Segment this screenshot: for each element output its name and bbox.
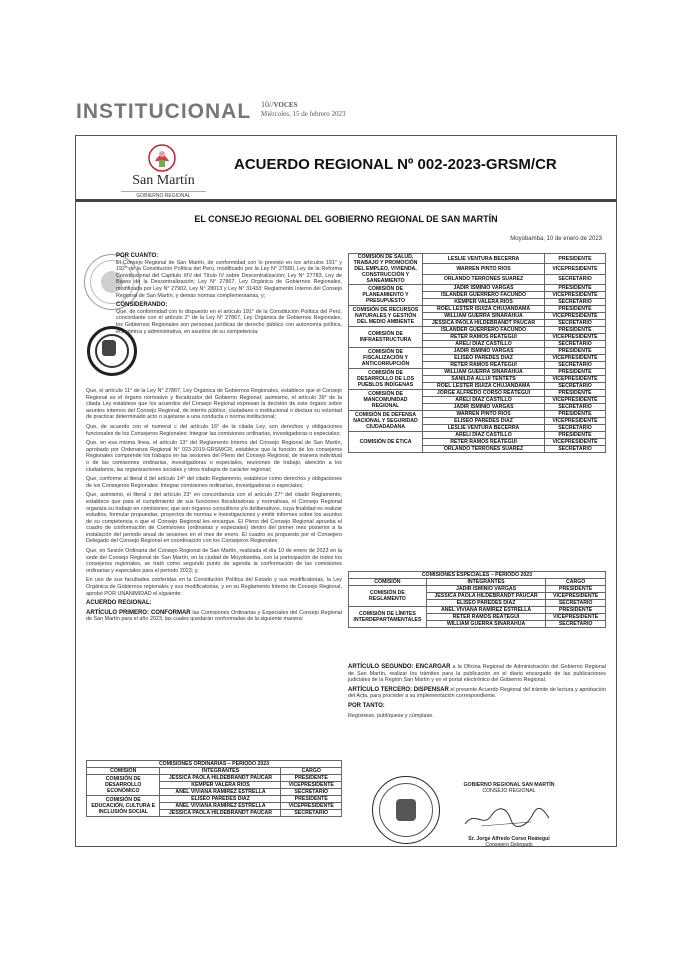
masthead (74, 96, 614, 126)
member-name: ORLANDO TERRONES SUAREZ (423, 446, 545, 453)
member-name: JESSICA PAOLA HILDEBRANDT PAUCAR (423, 320, 545, 327)
member-role: SECRETARIO (545, 446, 606, 453)
commission-name: COMISIÓN DE ÉTICA (349, 432, 423, 453)
commission-name: COMISIÓN DE REGLAMENTO (349, 586, 427, 607)
member-role: SECRETARIO (546, 600, 606, 607)
member-role: PRESIDENTE (545, 411, 606, 418)
member-name: ELISEO PAREDES DIAZ (423, 355, 545, 362)
document-header (76, 136, 616, 202)
paragraph: Que, en Sesión Ordinaria del Consejo Regional de San Martín, realizada el día 10 de enero de 2023 en la sede del Consejo Regional de San Martín, en la ciudad de Moyobamba, con la participación de todos los consejeros regionales, se trató como segundo punto de agenda la conformación de las comisiones ordinarias y especiales para el periodo 2023; y, (86, 548, 342, 574)
member-role: VICEPRESIDENTE (545, 313, 606, 320)
commission-name: COMISIÓN DE PLANEAMIENTO Y PRESUPUESTO (349, 285, 423, 306)
member-name: RETER RAMOS REÁTEGUI (423, 334, 545, 341)
column-header: INTEGRANTES (426, 579, 545, 586)
paragraph: En uso de sus facultades conferidas en la Constitución Política del Estado y sus modificatorias, la Ley Orgánica de Gobiernos regionales y sus modificatorias, y en su Reglamento Interno de Consejo Regional, aprobó POR UNANIMIDAD el siguiente: (86, 577, 342, 597)
member-name: JADIR ISMINIO VARGAS (423, 404, 545, 411)
member-name: JORGE ALFREDO CORSO REÁTEGUI (423, 390, 545, 397)
member-role: VICEPRESIDENTE (545, 397, 606, 404)
closing-articles (348, 664, 606, 722)
section-title: INSTITUCIONAL (76, 100, 252, 123)
commission-name: COMISIÓN DE DESARROLLO ECONÓMICO (87, 775, 160, 796)
table-row (349, 285, 606, 292)
member-role: PRESIDENTE (545, 390, 606, 397)
commission-name: COMISIÓN DE SALUD, TRABAJO Y PROMOCIÓN DEL EMPLEO, VIVIENDA, CONSTRUCCIÓN Y SANEAMIENTO (349, 254, 423, 285)
member-role: PRESIDENTE (281, 796, 342, 803)
publication-name: VOCES (273, 101, 298, 109)
member-role: PRESIDENTE (546, 586, 606, 593)
member-role: VICEPRESIDENTE (545, 439, 606, 446)
table-row (349, 390, 606, 397)
emblem-icon (147, 143, 177, 173)
commission-name: COMISIÓN DE LÍMITES INTERDEPARTAMENTALES (349, 607, 427, 628)
member-role: PRESIDENTE (545, 306, 606, 313)
table-caption: COMISIONES ESPECIALES – PERIODO 2023 (349, 572, 606, 579)
member-name: RETER RAMOS REÁTEGUI (426, 614, 545, 621)
member-role: VICEPRESIDENTE (545, 355, 606, 362)
member-role: VICEPRESIDENTE (545, 264, 606, 274)
member-role: SECRETARIO (545, 320, 606, 327)
document-title: ACUERDO REGIONAL Nº 002-2023-GRSM/CR (234, 156, 557, 173)
member-role: SECRETARIO (546, 621, 606, 628)
member-name: JESSICA PAOLA HILDEBRANDT PAUCAR (426, 593, 545, 600)
signature-body: CONSEJO REGIONAL (482, 788, 536, 794)
paragraph: Que, asimismo, el literal c del artículo 23° en concordancia con el artículo 27° del citado Reglamento, establece que para el cumplimiento de sus funciones fiscalizadoras y normativas, el Consejo Regional organiza su trabajo en comisiones; que son órganos consultivos y/o deliberativos, cuya finalidad es realizar estudios, formular propuestas, proyectos de normas e investigaciones y emitir informes sobre los asuntos de su competencia o que el Consejo Regional les encargue. El Pleno del Consejo Regional aprueba el cuadro de conformación de Comisiones (ordinarias y especiales) dentro del primer mes posterior a la instalación del periodo anual de sesiones en el mes de enero. El cuadro es propuesto por el Consejero Delegado del Consejo Regional en coordinación con los Consejeros Regionales; (86, 492, 342, 545)
handwritten-signature (461, 806, 551, 830)
member-name: ANEL VIVIANA RAMÍREZ ESTRELLA (426, 607, 545, 614)
member-name: JESSICA PAOLA HILDEBRANDT PAUCAR (160, 775, 281, 782)
considerando-text: Que, de conformidad con lo dispuesto en el artículo 191° de la Constitución Política del Perú, concordante con el artículo 2° de la Ley N° 27867, Ley Orgánica de Gobiernos Regionales, los Gobiernos Regionales son personas jurídicas de derecho público con autonomía política, económica y administrativa, en asuntos de su competencia; (116, 308, 342, 335)
ordinary-commissions-table-continued (348, 253, 606, 453)
member-name: ANEL VIVIANA RAMÍREZ ESTRELLA (160, 803, 281, 810)
header-row (87, 768, 342, 775)
por-tanto-text: Regístrese, publíquese y cúmplase. (348, 712, 434, 719)
member-role: SECRETARIO (545, 383, 606, 390)
table-row (349, 348, 606, 355)
articulo-segundo-label: ARTÍCULO SEGUNDO: ENCARGAR (348, 664, 451, 670)
paragraph: Que, de acuerdo con el numeral c del artículo 16° de la citada Ley, son derechos y obligaciones funcionales de los Consejeros Regionales: Integrar las comisiones ordinarias, investigadoras o especiales; (86, 423, 342, 437)
header-row (349, 579, 606, 586)
member-name: ROEL LESTER ISUIZA CHUJANDAMA (423, 383, 545, 390)
signatory-title: Consejero Delegado (485, 842, 533, 848)
column-header: CARGO (546, 579, 606, 586)
member-name: SANILDA ALLUI TENTETS (423, 376, 545, 383)
member-role: PRESIDENTE (545, 369, 606, 376)
member-role: VICEPRESIDENTE (546, 614, 606, 621)
member-role: SECRETARIO (545, 274, 606, 284)
member-role: PRESIDENTE (546, 607, 606, 614)
table-row (349, 327, 606, 334)
member-role: VICEPRESIDENTE (545, 418, 606, 425)
preamble (116, 253, 342, 338)
table-row (87, 796, 342, 803)
council-title: EL CONSEJO REGIONAL DEL GOBIERNO REGIONAL DE SAN MARTÍN (194, 214, 498, 224)
caption-row (349, 572, 606, 579)
member-role: VICEPRESIDENTE (545, 334, 606, 341)
member-name: ELISEO PAREDES DIAZ (426, 600, 545, 607)
paragraph: Que, conforme al literal d del artículo 14° del citado Reglamento, establece como derechos y obligaciones de los Consejeros Regionales: Integrar comisiones ordinarias, investigadoras o especiales; (86, 476, 342, 489)
commission-name: COMISIÓN DE FISCALIZACIÓN Y ANTICORRUPCIÓN (349, 348, 423, 369)
signatory-name: Sr. Jorge Alfredo Corso Reátegui (468, 836, 550, 842)
member-role: SECRETARIO (545, 404, 606, 411)
member-role: PRESIDENTE (545, 348, 606, 355)
column-header: CARGO (281, 768, 342, 775)
articulo-primero-text: las Comisiones Ordinarias y Especiales del Consejo Regional de San Martín para el año 2023, las cuales quedarán conformadas de la siguiente manera: (86, 609, 342, 623)
commission-name: COMISIÓN DE EDUCACIÓN, CULTURA E INCLUSIÓN SOCIAL (87, 796, 160, 817)
member-name: RETER RAMOS REÁTEGUI (423, 439, 545, 446)
member-name: ARELI DÍAZ CASTILLO (423, 432, 545, 439)
member-role: VICEPRESIDENTE (546, 593, 606, 600)
member-name: ELISEO PAREDES DIAZ (160, 796, 281, 803)
table-row (87, 775, 342, 782)
member-role: SECRETARIO (281, 810, 342, 817)
commission-name: COMISIÓN DE RECURSOS NATURALES Y GESTIÓN DEL MEDIO AMBIENTE (349, 306, 423, 327)
member-role: SECRETARIO (545, 362, 606, 369)
member-role: SECRETARIO (545, 299, 606, 306)
logo-name: San Martín (132, 173, 195, 188)
table-row (349, 254, 606, 264)
articulo-primero-label: ARTÍCULO PRIMERO: CONFORMAR (86, 609, 191, 616)
member-name: RETER RAMOS REÁTEGUI (423, 362, 545, 369)
member-name: WILLIAM GUERRA SINARAHUA (423, 313, 545, 320)
considerando-heading: CONSIDERANDO: (116, 302, 168, 309)
member-name: ORLANDO TERRONES SUAREZ (423, 274, 545, 284)
member-role: PRESIDENTE (545, 432, 606, 439)
signatory (444, 836, 574, 848)
ordinary-commissions-table (86, 760, 342, 817)
articulo-tercero-label: ARTÍCULO TERCERO: DISPENSAR (348, 686, 449, 693)
por-cuanto-text: El Consejo Regional de San Martín, de conformidad con lo previsto en los artículos 191° y 192° de la Constitución Política del Perú, modificado por la Ley N° 27680, Ley de la Reforma Constitucional del Capítulo XIV del Título IV sobre Descentralización; Ley N° 27783, Ley de Bases de la Descentralización; Ley N° 27867, Ley Orgánica de Gobiernos Regionales, modificada por Ley N° 27902, Ley N° 28013 y Ley N° 31433; Reglamento Interno del Consejo Regional de San Martín, y demás normas complementarias, y; (116, 259, 342, 299)
acuerdo-heading: ACUERDO REGIONAL: (86, 600, 152, 607)
signature-block (444, 782, 574, 794)
table-row (349, 306, 606, 313)
member-name: JADIR ISMINIO VARGAS (423, 348, 545, 355)
commission-name: COMISIÓN DE MANCOMUNIDAD REGIONAL (349, 390, 423, 411)
column-header: COMISIÓN (349, 579, 427, 586)
special-commissions-table (348, 571, 606, 628)
member-name: ROEL LESTER ISUIZA CHUJANDAMA (423, 306, 545, 313)
commission-name: COMISIÓN DE DESARROLLO DE LOS PUEBLOS INDÍGENAS (349, 369, 423, 390)
member-role: VICEPRESIDENTE (281, 803, 342, 810)
por-tanto-heading: POR TANTO: (348, 702, 385, 709)
column-header: COMISIÓN (87, 768, 160, 775)
member-name: LESLIE VENTURA BECERRA (423, 254, 545, 264)
table-row (349, 586, 606, 593)
member-role: PRESIDENTE (545, 285, 606, 292)
member-name: JESSICA PAOLA HILDEBRANDT PAUCAR (160, 810, 281, 817)
considerations-body (86, 388, 342, 626)
member-role: PRESIDENTE (545, 254, 606, 264)
member-name: WARREN PINTO RIOS (423, 411, 545, 418)
table-row (349, 607, 606, 614)
member-role: VICEPRESIDENTE (545, 376, 606, 383)
member-name: ELISEO PAREDES DIAZ (423, 418, 545, 425)
publication-date: Miércoles, 15 de febrero 2023 (261, 110, 346, 118)
official-seal (372, 776, 440, 844)
logo (121, 143, 206, 201)
member-name: ANEL VIVIANA RAMÍREZ ESTRELLA (160, 789, 281, 796)
table-row (349, 369, 606, 376)
member-role: VICEPRESIDENTE (281, 782, 342, 789)
place-date: Moyobamba, 10 de enero de 2023 (510, 236, 602, 242)
member-role: SECRETARIO (545, 425, 606, 432)
member-name: ARELI DÍAZ CASTILLO (423, 397, 545, 404)
commission-name: COMISIÓN DE DEFENSA NACIONAL Y SEGURIDAD CIUDADADANA (349, 411, 423, 432)
commission-name: COMISIÓN DE INFRAESTRUCTURA (349, 327, 423, 348)
caption-row (87, 761, 342, 768)
member-name: KEMPER VALERA RIOS (160, 782, 281, 789)
member-name: ISLANDER GUERRERO FACUNDO (423, 292, 545, 299)
articulo-tercero-text: el presente Acuerdo Regional del trámite de lectura y aprobación del Acta, para proceder a su implementación correspondiente. (348, 686, 606, 700)
member-name: KEMPER VALERA RIOS (423, 299, 545, 306)
member-role: PRESIDENTE (281, 775, 342, 782)
member-role: VICEPRESIDENTE (545, 292, 606, 299)
signature-org: GOBIERNO REGIONAL SAN MARTÍN (463, 782, 555, 788)
table-row (349, 432, 606, 439)
articulo-segundo-text: a la Oficina Regional de Administración del Gobierno Regional de San Martín, realizar los trámites para la publicación en el diario encargado de las publicaciones judiciales de la Región San Martín y en el portal electrónico del Gobierno Regional. (348, 664, 606, 684)
member-name: LESLIE VENTURA BECERRA (423, 425, 545, 432)
member-name: ISLANDER GUERRERO FACUNDO (423, 327, 545, 334)
logo-subtitle: GOBIERNO REGIONAL (121, 191, 206, 199)
member-name: WILLIAM GUERRA SINARAHUA (423, 369, 545, 376)
member-name: JADIR ISMINIO VARGAS (423, 285, 545, 292)
member-name: ARELI DÍAZ CASTILLO (423, 341, 545, 348)
table-caption: COMISIONES ORDINARIAS – PERIODO 2023 (87, 761, 342, 768)
member-name: WILLIAM GUERRA SINARAHUA (426, 621, 545, 628)
column-header: INTEGRANTES (160, 768, 281, 775)
member-role: SECRETARIO (281, 789, 342, 796)
paragraph: Que, en esa misma línea, el artículo 13° del Reglamento Interno del Consejo Regional de San Martín, aprobado por Ordenanza Regional N° 023-2019-GRSM/CR, establece que la función de los consejeros Regionales comprende los trabajos en las sesiones del Pleno del Consejo Regional, de manera individual o de las comisiones ordinarias, investigadoras o especiales, reuniones de trabajo, atención a los ciudadanos, las organizaciones sociales y otros trabajos de carácter regional; (86, 440, 342, 473)
member-name: JADIR ISMINIO VARGAS (426, 586, 545, 593)
member-role: PRESIDENTE (545, 327, 606, 334)
por-cuanto-heading: POR CUANTO: (116, 253, 159, 259)
member-name: WARREN PINTO RIOS (423, 264, 545, 274)
table-row (349, 411, 606, 418)
paragraph: Que, el artículo 11° de la Ley N° 27867, Ley Orgánica de Gobiernos Regionales, establece que el Consejo Regional es el órgano normativo y fiscalizador del Gobierno Regional; asimismo, el artículo 39° de la citada Ley establece que los acuerdos del Consejo Regional expresan la decisión de este órgano sobre asuntos internos del Consejo Regional, de interés público, ciudadano o institucional o declara su voluntad de practicar determinado acto o sujetarse a una conducta o norma institucional; (86, 388, 342, 421)
member-role: SECRETARIO (545, 341, 606, 348)
page-number: 10//VOCES (261, 100, 298, 109)
document-frame (75, 135, 617, 847)
